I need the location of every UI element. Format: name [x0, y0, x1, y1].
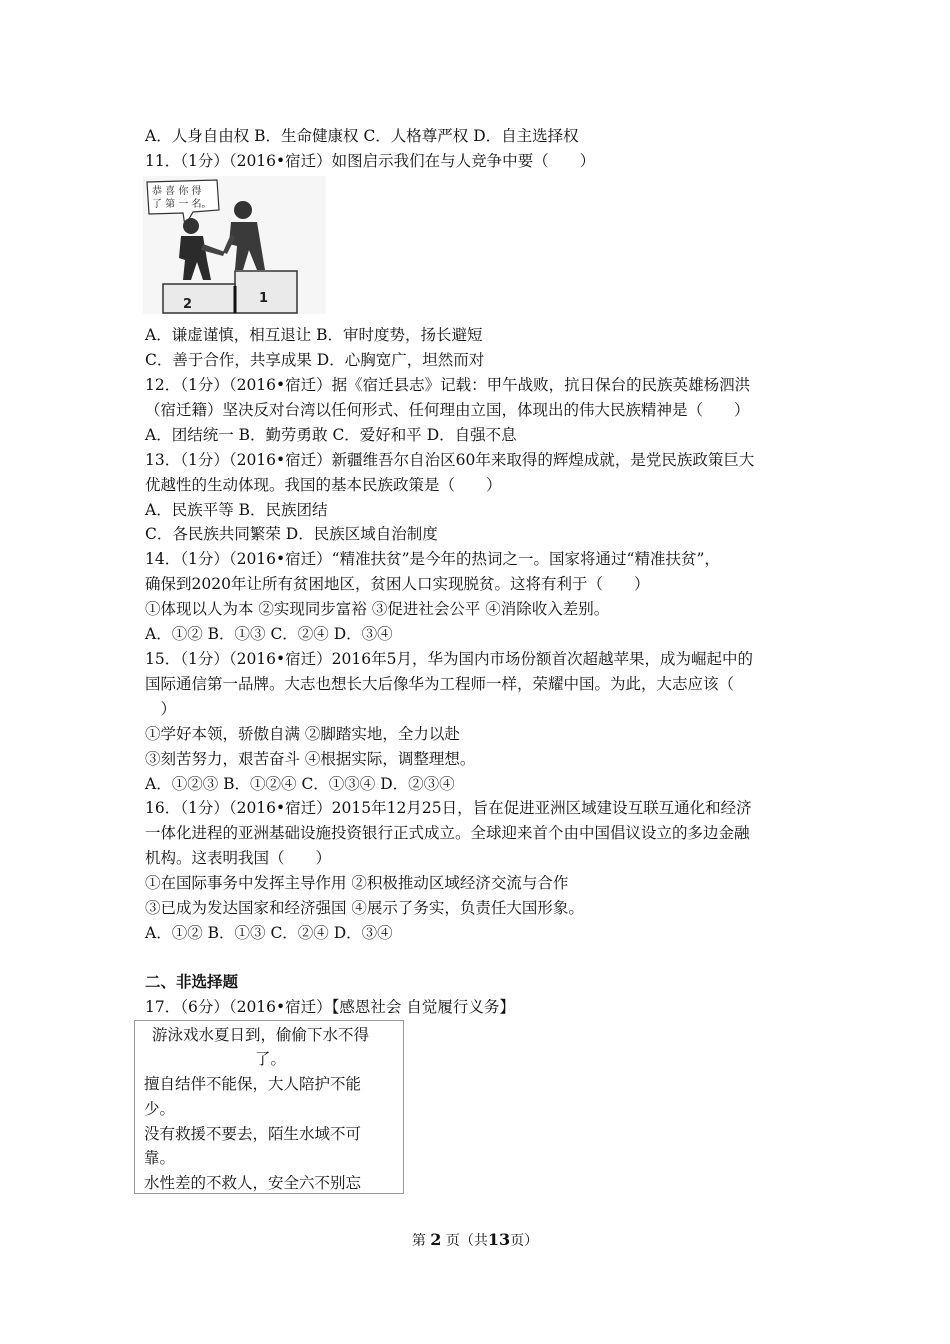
q13-stem-line-1: 13．（1分）（2016•宿迁）新疆维吾尔自治区60年来取得的辉煌成就，是党民族政策巨大 — [145, 451, 755, 469]
footer-total-pages: 13 — [487, 1230, 511, 1249]
q11-option-line-1: A．谦虚谨慎，相互退让 B．审时度势，扬长避短 — [145, 326, 483, 344]
q16-stem-line-1: 16．（1分）（2016•宿迁）2015年12月25日，旨在促进亚洲区域建设互联互通化和经济 — [145, 799, 752, 817]
q15-options: A．①②③ B．①②④ C．①③④ D．②③④ — [145, 775, 455, 793]
q10-options: A．人身自由权 B．生命健康权 C．人格尊严权 D．自主选择权 — [145, 127, 579, 145]
poem-line-2: 了。 — [255, 1050, 287, 1068]
q11-illustration — [143, 176, 326, 314]
q12-stem-line-2: （宿迁籍）坚决反对台湾以任何形式、任何理由立国，体现出的伟大民族精神是（ ） — [145, 401, 750, 419]
speech-line-2: 了 第 一 名。 — [152, 199, 212, 210]
handshake-podium-image — [143, 176, 326, 314]
poem-line-6: 靠。 — [144, 1149, 176, 1167]
q14-items: ①体现以人为本 ②实现同步富裕 ③促进社会公平 ④消除收入差别。 — [145, 600, 610, 618]
q15-items-line-2: ③刻苦努力，艰苦奋斗 ④根据实际，调整理想。 — [145, 750, 476, 768]
q17-poem-box — [134, 1020, 404, 1194]
q16-stem-line-2: 一体化进程的亚洲基础设施投资银行正式成立。全球迎来首个由中国倡议设立的多边金融 — [145, 824, 750, 842]
q15-items-line-1: ①学好本领，骄傲自满 ②脚踏实地，全力以赴 — [145, 725, 460, 743]
poem-line-3: 擅自结伴不能保，大人陪护不能 — [144, 1075, 362, 1093]
podium-label-2: 2 — [183, 297, 193, 312]
q13-option-line-1: A．民族平等 B．民族团结 — [145, 501, 328, 519]
q15-stem-line-2: 国际通信第一品牌。大志也想长大后像华为工程师一样，荣耀中国。为此，大志应该（ — [145, 675, 735, 693]
q15-stem-line-3: ） — [145, 700, 177, 718]
q12-stem-line-1: 12．（1分）（2016•宿迁）据《宿迁县志》记载：甲午战败，抗日保台的民族英雄杨泗洪 — [145, 376, 751, 394]
q13-stem-line-2: 优越性的生动体现。我国的基本民族政策是（ ） — [145, 476, 502, 494]
q17-stem: 17．（6分）（2016•宿迁）【感恩社会 自觉履行义务】 — [145, 998, 515, 1016]
footer-prefix: 第 — [411, 1233, 426, 1249]
q11-option-line-2: C．善于合作，共享成果 D．心胸宽广，坦然而对 — [145, 351, 485, 369]
page-footer — [0, 1230, 950, 1250]
q16-options: A．①② B．①③ C．②④ D．③④ — [145, 924, 393, 942]
podium-label-1: 1 — [259, 291, 269, 306]
q14-stem-line-1: 14．（1分）（2016•宿迁）“精准扶贫”是今年的热词之一。国家将通过“精准扶贫”， — [145, 550, 720, 568]
q12-options: A．团结统一 B．勤劳勇敢 C．爱好和平 D．自强不息 — [145, 426, 517, 444]
footer-suffix: 页） — [510, 1233, 539, 1249]
poem-line-5: 没有救援不要去，陌生水域不可 — [144, 1125, 362, 1143]
speech-line-1: 恭 喜 你 得 — [152, 186, 202, 197]
q16-items-line-1: ①在国际事务中发挥主导作用 ②积极推动区域经济交流与合作 — [145, 874, 569, 892]
q15-stem-line-1: 15．（1分）（2016•宿迁）2016年5月，华为国内市场份额首次超越苹果，成为崛起中的 — [145, 650, 753, 668]
footer-page-number: 2 — [430, 1230, 442, 1249]
q14-stem-line-2: 确保到2020年让所有贫困地区，贫困人口实现脱贫。这将有利于（ ） — [145, 575, 650, 593]
poem-line-4: 少。 — [144, 1100, 176, 1118]
poem-line-1: 游泳戏水夏日到，偷偷下水不得 — [152, 1026, 370, 1044]
poem-line-7: 水性差的不救人，安全六不别忘 — [144, 1174, 362, 1192]
footer-middle: 页（共 — [445, 1233, 488, 1249]
q14-options: A．①② B．①③ C．②④ D．③④ — [145, 625, 393, 643]
q13-option-line-2: C．各民族共同繁荣 D．民族区域自治制度 — [145, 525, 438, 543]
q16-stem-line-3: 机构。这表明我国（ ） — [145, 849, 332, 867]
q16-items-line-2: ③已成为发达国家和经济强国 ④展示了务实，负责任大国形象。 — [145, 899, 584, 917]
section-heading: 二、非选择题 — [145, 972, 239, 991]
q11-stem: 11．（1分）（2016•宿迁）如图启示我们在与人竞争中要（ ） — [145, 152, 596, 170]
